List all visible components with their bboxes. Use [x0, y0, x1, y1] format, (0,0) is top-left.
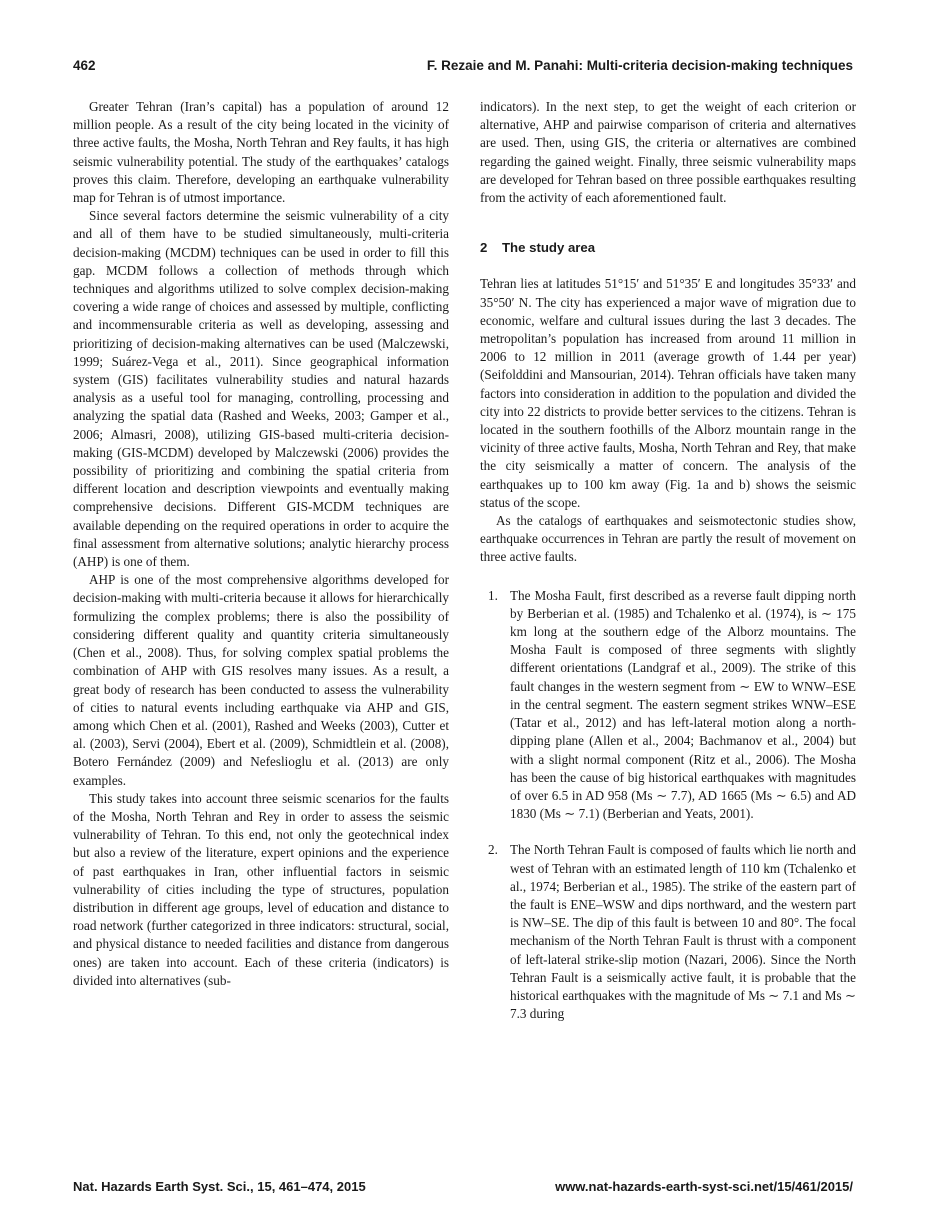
fault-list — [480, 587, 856, 1024]
journal-citation: Nat. Hazards Earth Syst. Sci., 15, 461–474, 2015 — [73, 1179, 366, 1194]
list-item-text: The North Tehran Fault is composed of faults which lie north and west of Tehran with an estimated length of 110 km (Tchalenko et al., 1974; Berberian et al., 1985). The strike of the eastern part of the fault is ENE–WSW and dips northward, and the western part is NW–SE. The dip of this fault is between 10 and 80°. The focal mechanism of the North Tehran Fault is thrust with a component of left-lateral strike-slip motion (Nazari, 2006). Since the North Tehran Fault is a seismically active fault, it is probable that the historical earthquakes with the magnitude of Ms ∼ 7.1 and Ms ∼ 7.3 during — [510, 842, 856, 1022]
paragraph: As the catalogs of earthquakes and seismotectonic studies show, earthquake occurrences in Tehran are partly the result of movement on three active faults. — [480, 513, 856, 565]
section-heading — [480, 239, 856, 257]
section-title: The study area — [502, 240, 596, 256]
paragraph: Since several factors determine the seismic vulnerability of a city and all of them have to be studied simultaneously, multi-criteria decision-making (MCDM) techniques can be used in order to fill this gap. MCDM follows a collection of methods through which techniques and algorithms utilized to solve complex decision-making covering a wide range of choices and assessed by multiple, conflicting and incommensurable criteria as well as developing, assessing and prioritizing of decision-making alternatives can be used (Malczewski, 1999; Suárez-Vega et al., 2011). Since geographical information system (GIS) facilitates vulnerability studies and natural hazards analysis as a useful tool for managing, controlling, processing and analyzing the spatial data (Rashed and Weeks, 2003; Gamper et al., 2006; Almasri, 2008), utilizing GIS-based multi-criteria decision-making (GIS-MCDM) developed by Malczewski (2006) provides the possibility of prioritizing and combining the spatial criteria from different location and description viewpoints and eventually making comprehensive decisions. Different GIS-MCDM techniques are available depending on the required operations in order to acquire the final assessment from alternative solutions; analytic hierarchy process (AHP) is one of them. — [73, 208, 449, 570]
paragraph: Greater Tehran (Iran’s capital) has a population of around 12 million people. As a result of the city being located in the vicinity of three active faults, the Mosha, North Tehran and Rey faults, it has high seismic vulnerability potential. The study of the earthquakes’ catalogs proves this claim. Therefore, developing an earthquake vulnerability map for Tehran is of utmost importance. — [73, 99, 449, 206]
right-column — [480, 98, 856, 1041]
paragraph: This study takes into account three seismic scenarios for the faults of the Mosha, North Tehran and Rey in order to assess the seismic vulnerability of Tehran. To this end, not only the geotechnical index but also a review of the literature, expert opinions and the experience of past earthquakes in Iran, other influential factors in seismic vulnerability of cities including the type of structures, population distribution in different age groups, level of education and distance to road network (further categorized in three indicators: structural, social, and physical distance to needed facilities and distance from dangerous ones) are taken into account. Each of these criteria (indicators) is divided into alternatives (sub- — [73, 790, 449, 988]
list-item — [480, 841, 856, 1023]
page-number: 462 — [73, 58, 96, 73]
list-item-number: 1. — [488, 587, 498, 603]
list-item — [480, 587, 856, 824]
running-title: F. Rezaie and M. Panahi: Multi-criteria decision-making techniques — [426, 58, 853, 73]
left-column — [73, 98, 449, 990]
journal-url[interactable]: www.nat-hazards-earth-syst-sci.net/15/461/2015/ — [555, 1179, 853, 1194]
paragraph: AHP is one of the most comprehensive algorithms developed for decision-making with multi-criteria because it allows for hierarchically formulizing the complex problems; there is also the possibility of considering different quality and quantity criteria simultaneously (Chen et al., 2008). Thus, for solving complex spatial problems the combination of AHP with GIS resolves many issues. As a result, a great body of research has been conducted to assess the vulnerability of cities to natural events including earthquake via AHP and GIS, among which Chen et al. (2001), Rashed and Weeks (2003), Cutter et al. (2003), Servi (2004), Ebert et al. (2009), Schmidtlein et al. (2008), Botero Fernández (2009) and Nefeslioglu et al. (2013) are only examples. — [73, 572, 449, 788]
list-item-text: The Mosha Fault, first described as a reverse fault dipping north by Berberian et al. (1985) and Tchalenko et al. (1974), is ∼ 175 km long at the southern edge of the Alborz mountains. The Mosha Fault is composed of three segments with slightly different orientations (Landgraf et al., 2009). The strike of this fault changes in the western segment from ∼ EW to WNW–ESE in the central segment. The eastern segment strikes WNW–ESE (Tatar et al., 2012) and has left-lateral motion along a north-dipping plane (Allen et al., 2004; Bachmanov et al., 2004) but with a slight normal component (Ritz et al., 2006). The Mosha has been the cause of big historical earthquakes with magnitudes of over 6.5 in AD 958 (Ms ∼ 7.7), AD 1665 (Ms ∼ 6.5) and AD 1830 (Ms ∼ 7.1) (Berberian and Yeats, 2001). — [510, 587, 856, 822]
paragraph-continuation: indicators). In the next step, to get the weight of each criterion or alternative, AHP and pairwise comparison of criteria and alternatives are used. Then, using GIS, the criteria or alternatives are combined regarding the gained weight. Finally, three seismic vulnerability maps are developed for Tehran based on three possible earthquakes resulting from the activity of each aforementioned fault. — [480, 99, 856, 206]
paragraph: Tehran lies at latitudes 51°15′ and 51°35′ E and longitudes 35°33′ and 35°50′ N. The city has experienced a major wave of migration due to economic, welfare and cultural issues during the last 3 decades. The metropolitan’s population has increased from around 11 million in 2006 to 12 million in 2011 (average growth of 1.44 per year) (Seifolddini and Mansourian, 2014). Tehran officials have taken many factors into consideration in addition to the population and divided the city into 22 districts to provide better services to the citizens. Tehran is located in the southern foothills of the Alborz mountain range in the vicinity of three active faults, Mosha, North Tehran and Rey, that make the city seismically a matter of concern. The analysis of the earthquakes up to 100 km away (Fig. 1a and b) shows the seismic status of the scope. — [480, 276, 856, 510]
list-item-number: 2. — [488, 842, 498, 858]
section-number: 2 — [480, 240, 488, 256]
